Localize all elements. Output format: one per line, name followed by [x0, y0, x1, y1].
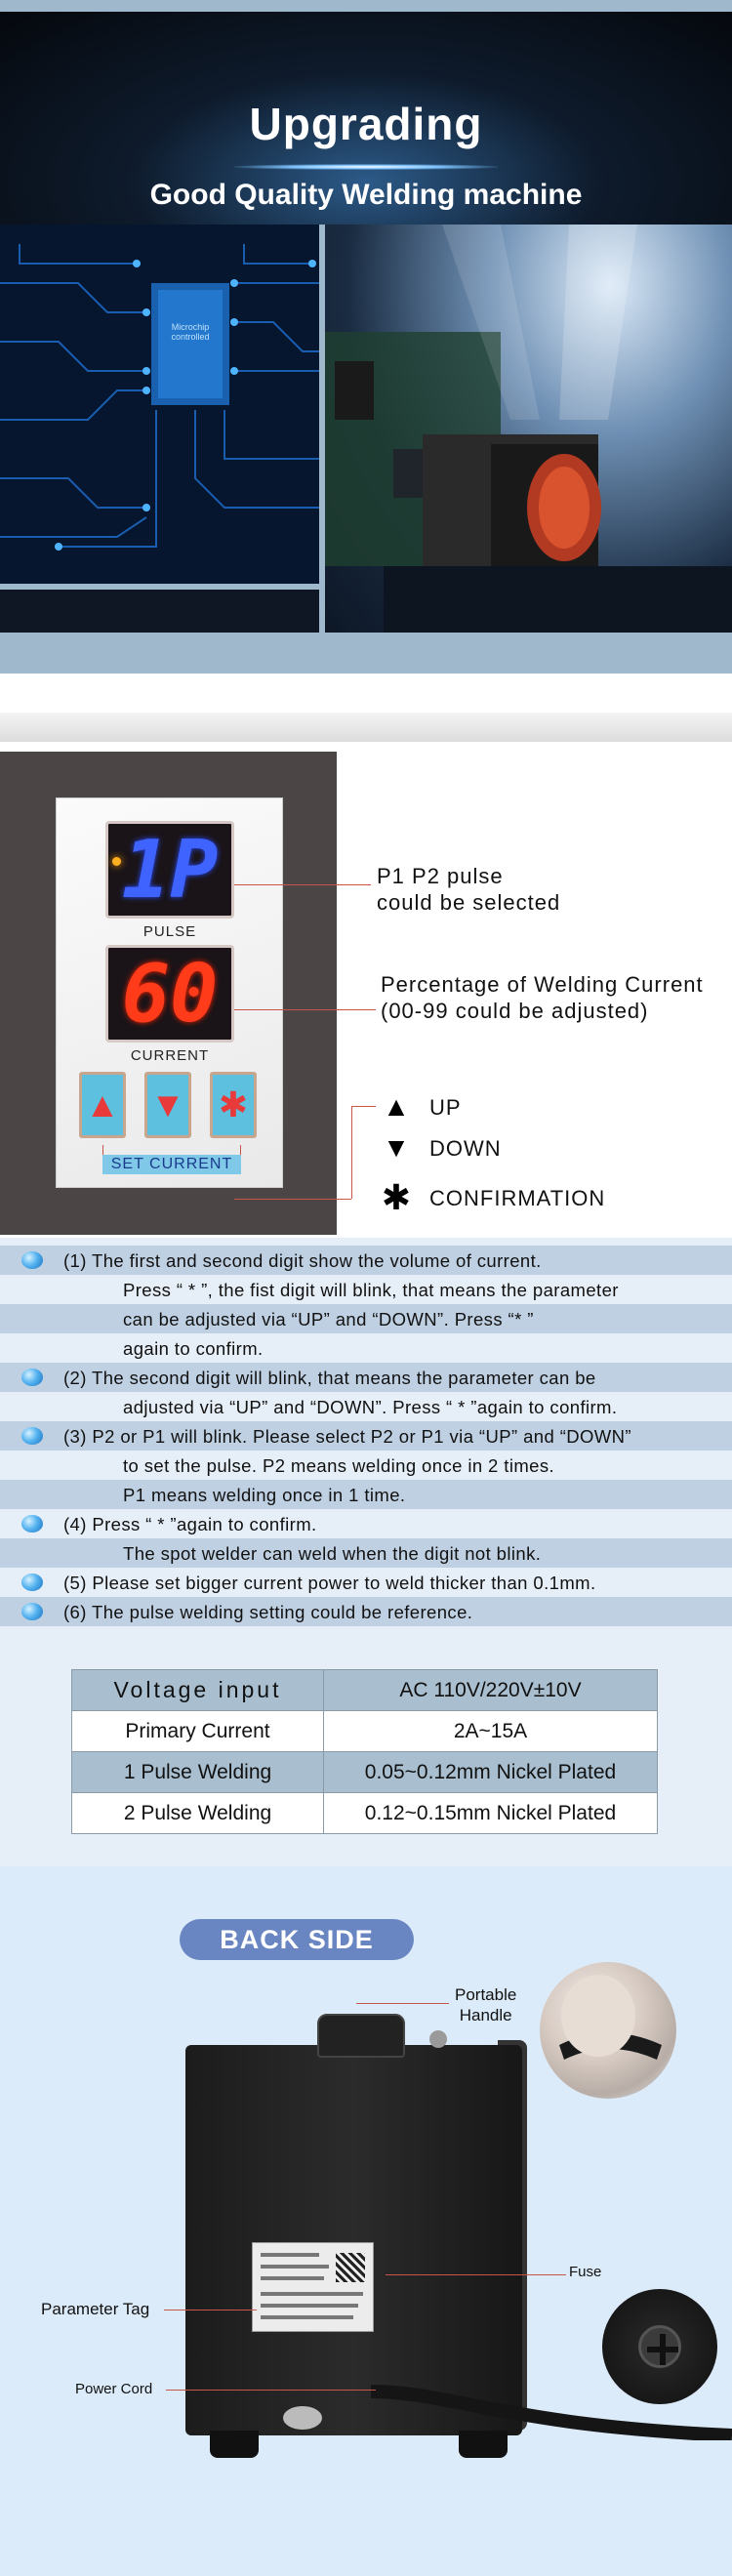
handle-line [356, 2003, 449, 2004]
asterisk-icon: ✱ [381, 1177, 412, 1217]
fuse-closeup [602, 2289, 717, 2404]
bullet-icon [21, 1574, 43, 1591]
instruction-line: (3) P2 or P1 will blink. Please select P2 or P1 via “UP” and “DOWN” [0, 1421, 732, 1451]
asterisk-icon: ✱ [218, 1084, 249, 1124]
down-triangle-icon: ▼ [383, 1132, 410, 1163]
down-button[interactable] [144, 1072, 191, 1138]
parameter-tag-label: Parameter Tag [41, 2300, 150, 2318]
bullet-icon [21, 1427, 43, 1445]
pulse-label: PULSE [142, 923, 197, 940]
instruction-line: (6) The pulse welding setting could be reference. [0, 1597, 732, 1626]
welder-back-panel [185, 2045, 522, 2435]
pulse-display [105, 821, 234, 919]
current-display [105, 945, 234, 1043]
parameter-tag [252, 2242, 374, 2332]
confirm-button[interactable] [210, 1072, 257, 1138]
fuse-label: Fuse [569, 2264, 602, 2280]
instruction-line: P1 means welding once in 1 time. [0, 1480, 732, 1509]
chip-label: Microchip controlled [171, 322, 210, 342]
hero-banner [0, 0, 732, 674]
legend-down-label: DOWN [429, 1136, 502, 1161]
pulse-callout: P1 P2 pulse could be selected [377, 864, 561, 915]
up-button[interactable] [79, 1072, 126, 1138]
table-row: Voltage input AC 110V/220V±10V [72, 1670, 658, 1711]
set-current-label: SET CURRENT [102, 1155, 241, 1174]
qr-code-icon [336, 2253, 365, 2282]
instruction-line: (4) Press “ * ”again to confirm. [0, 1509, 732, 1538]
instruction-line: can be adjusted via “UP” and “DOWN”. Press “* ” [0, 1304, 732, 1333]
handle-label: Portable Handle [455, 1985, 517, 2024]
up-arrow-icon: ▲ [85, 1084, 120, 1124]
hero-subtitle: Good Quality Welding machine [149, 179, 583, 211]
instruction-line: Press “ * ”, the fist digit will blink, that means the parameter [0, 1275, 732, 1304]
up-triangle-icon: ▲ [383, 1091, 410, 1122]
down-arrow-icon: ▼ [150, 1084, 185, 1124]
image-strip [0, 590, 319, 633]
table-row: 2 Pulse Welding 0.12~0.15mm Nickel Plated [72, 1793, 658, 1834]
pulse-display-value: 1P [121, 824, 219, 917]
logo-icon [283, 2406, 322, 2430]
control-panel [56, 797, 283, 1188]
legend-confirmation-label: CONFIRMATION [429, 1186, 606, 1210]
legend-line-confirm [234, 1199, 351, 1200]
instruction-line: adjusted via “UP” and “DOWN”. Press “ * ”again to confirm. [0, 1392, 732, 1421]
power-cord-line [166, 2390, 376, 2391]
current-display-value: 60 [121, 948, 219, 1041]
table-row: 1 Pulse Welding 0.05~0.12mm Nickel Plated [72, 1752, 658, 1793]
light-flare [234, 164, 498, 170]
bullet-icon [21, 1251, 43, 1269]
handle-icon [317, 2014, 405, 2058]
bullet-icon [21, 1603, 43, 1620]
table-row: Primary Current 2A~15A [72, 1711, 658, 1752]
current-label: CURRENT [130, 1047, 210, 1064]
legend-line-up [351, 1106, 376, 1107]
spec-table [71, 1669, 658, 1834]
fuse-icon [638, 2325, 681, 2368]
instruction-line: again to confirm. [0, 1333, 732, 1363]
legend-up-label: UP [429, 1095, 462, 1120]
power-cord-label: Power Cord [75, 2381, 153, 2397]
hero-title: Upgrading [249, 99, 483, 149]
legend-connector [351, 1106, 352, 1199]
instruction-line: (2) The second digit will blink, that means the parameter can be [0, 1363, 732, 1392]
pulse-callout-line [234, 884, 371, 885]
bullet-icon [21, 1369, 43, 1386]
fuse-line [386, 2274, 566, 2275]
bullet-icon [21, 1515, 43, 1533]
handle-closeup [540, 1962, 676, 2099]
section-divider [0, 713, 732, 742]
back-side-title: BACK SIDE [180, 1919, 414, 1960]
foot-left [210, 2431, 259, 2458]
instruction-line: (5) Please set bigger current power to weld thicker than 0.1mm. [0, 1568, 732, 1597]
hero-footer-band [0, 633, 732, 674]
circuit-board-image [0, 225, 319, 584]
transformer-image [325, 225, 732, 633]
knob-icon [429, 2030, 447, 2048]
instruction-line: The spot welder can weld when the digit not blink. [0, 1538, 732, 1568]
current-callout: Percentage of Welding Current (00-99 could be adjusted) [381, 972, 704, 1023]
instruction-line: to set the pulse. P2 means welding once in 2 times. [0, 1451, 732, 1480]
current-callout-line [234, 1009, 376, 1010]
instruction-line: (1) The first and second digit show the volume of current. [0, 1246, 732, 1275]
